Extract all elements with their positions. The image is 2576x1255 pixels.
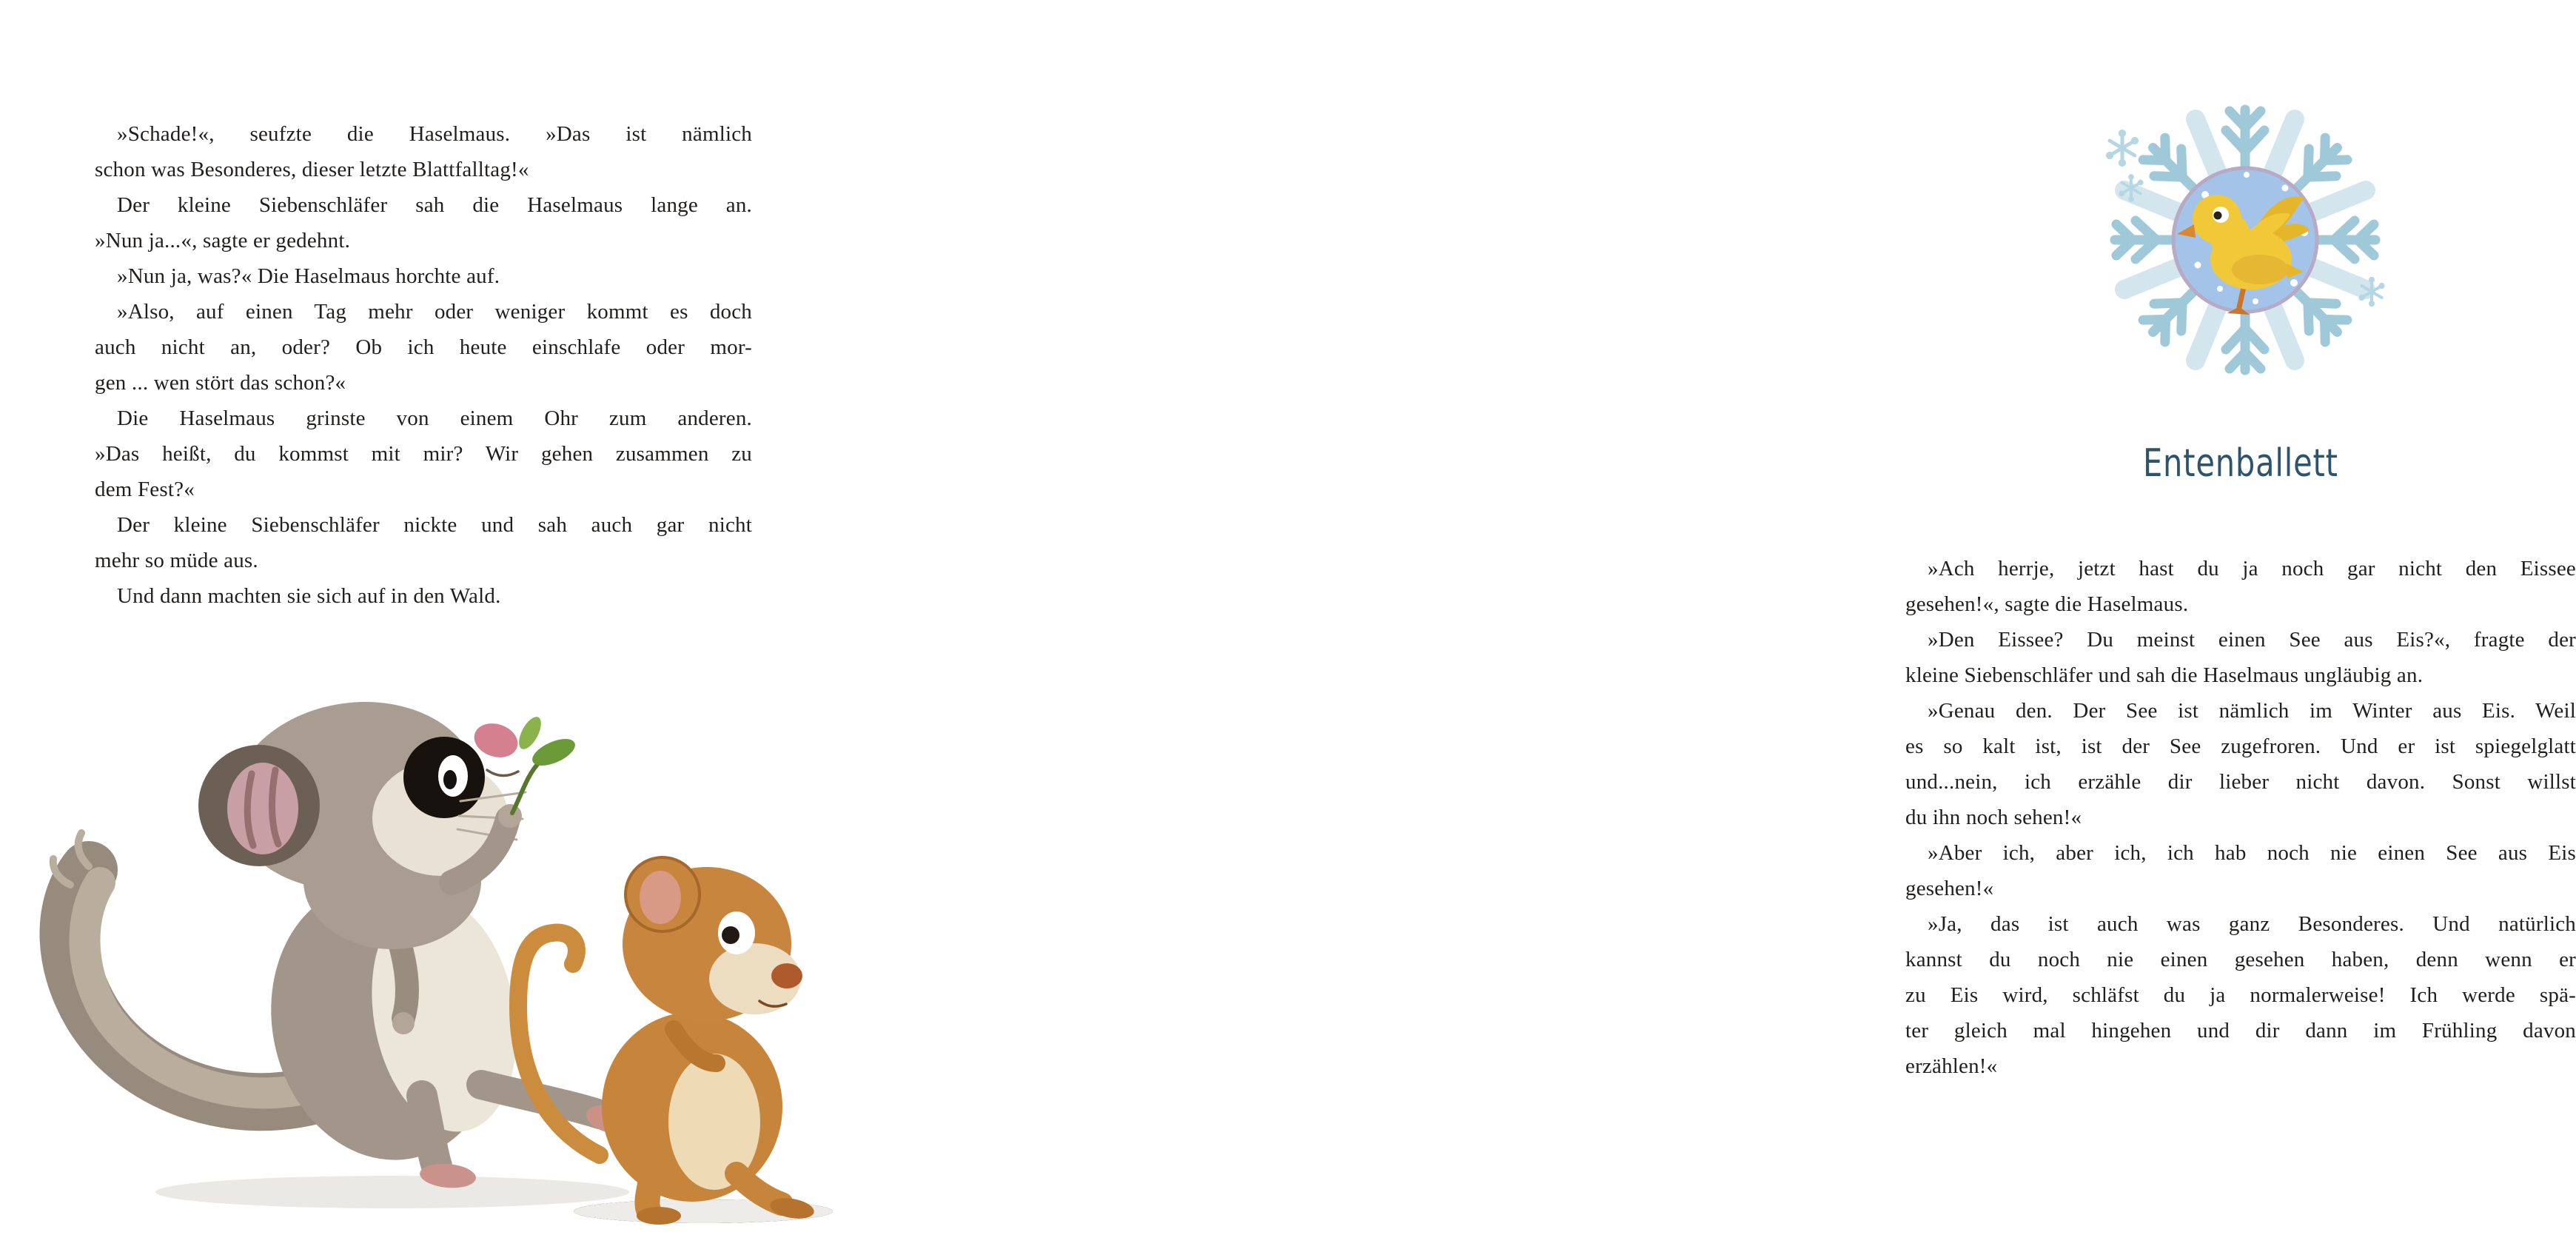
text-line: »Genau den. Der See ist nämlich im Winter aus Eis. Weil bbox=[1928, 699, 2576, 723]
hazelmouse-figure bbox=[518, 857, 816, 1225]
text-line: ter gleich mal hingehen und dir dann im Frühling davon bbox=[1905, 1019, 2576, 1043]
paragraph bbox=[1905, 622, 2576, 693]
mini-snowflake-icon bbox=[2107, 131, 2136, 164]
text-line: gen ... wen stört das schon?« bbox=[95, 371, 346, 395]
mice-illustration bbox=[7, 681, 836, 1233]
text-line: Der kleine Siebenschläfer sah die Haselmaus lange an. bbox=[117, 193, 752, 217]
text-line: erzählen!« bbox=[1905, 1054, 1998, 1078]
paragraph bbox=[1905, 906, 2576, 1084]
text-line: Der kleine Siebenschläfer nickte und sah auch gar nicht bbox=[117, 513, 752, 537]
text-line: »Nun ja, was?« Die Haselmaus horchte auf. bbox=[117, 264, 500, 288]
text-line: »Also, auf einen Tag mehr oder weniger kommt es doch bbox=[117, 300, 752, 324]
text-line: »Schade!«, seufzte die Haselmaus. »Das ist nämlich bbox=[117, 122, 752, 146]
hazelmouse-foot bbox=[637, 1207, 681, 1225]
leaf-sprig bbox=[512, 714, 579, 813]
text-line: kannst du noch nie einen gesehen haben, denn wenn er bbox=[1905, 948, 2576, 971]
text-line: es so kalt ist, ist der See zugefroren. Und er ist spiegelglatt bbox=[1905, 734, 2576, 758]
text-line: kleine Siebenschläfer und sah die Haselmaus ungläubig an. bbox=[1905, 663, 2424, 687]
text-line: »Ach herrje, jetzt hast du ja noch gar nicht den Eissee bbox=[1928, 557, 2576, 580]
paragraph bbox=[1905, 693, 2576, 835]
text-line: »Ja, das ist auch was ganz Besonderes. Und natürlich bbox=[1928, 912, 2576, 936]
text-line: dem Fest?« bbox=[95, 478, 195, 501]
left-text-block bbox=[95, 116, 752, 614]
text-line: »Nun ja...«, sagte er gedehnt. bbox=[95, 229, 351, 252]
snowflake-vignette bbox=[2071, 43, 2421, 391]
paragraph bbox=[95, 294, 752, 401]
right-page bbox=[888, 0, 2576, 1255]
text-line: mehr so müde aus. bbox=[95, 549, 258, 572]
text-line: Die Haselmaus grinste von einem Ohr zum anderen. bbox=[117, 406, 752, 430]
hazelmouse-nose bbox=[771, 963, 802, 988]
chapter-title bbox=[1905, 441, 2576, 501]
text-line: »Den Eissee? Du meinst einen See aus Eis?«, fragte der bbox=[1928, 628, 2576, 652]
text-line: schon was Besonderes, dieser letzte Blattfalltag!« bbox=[95, 158, 529, 181]
text-line: »Das heißt, du kommst mit mir? Wir gehen zusammen zu bbox=[95, 442, 752, 466]
paragraph bbox=[95, 116, 752, 187]
text-line: »Aber ich, aber ich, ich hab noch nie einen See aus Eis bbox=[1928, 841, 2576, 865]
ground-shadow bbox=[155, 1176, 629, 1208]
paragraph bbox=[95, 401, 752, 507]
text-line: und...nein, ich erzähle dir lieber nicht davon. Sonst willst bbox=[1905, 770, 2576, 794]
text-line: zu Eis wird, schläfst du ja normalerweise! Ich werde spä- bbox=[1905, 983, 2576, 1007]
left-page bbox=[0, 0, 888, 1255]
chapter-title-text: Entenballett bbox=[2143, 441, 2338, 486]
right-text-block bbox=[1905, 551, 2576, 1084]
text-line: du ihn noch sehen!« bbox=[1905, 806, 2082, 829]
paragraph bbox=[1905, 551, 2576, 622]
text-line: gesehen!« bbox=[1905, 877, 1994, 900]
paragraph bbox=[95, 507, 752, 578]
paragraph bbox=[95, 258, 752, 294]
text-line: Und dann machten sie sich auf in den Wald. bbox=[117, 584, 501, 608]
text-line: gesehen!«, sagte die Haselmaus. bbox=[1905, 592, 2189, 616]
paragraph bbox=[95, 187, 752, 258]
chapter-medallion bbox=[2173, 168, 2317, 315]
paragraph bbox=[1905, 835, 2576, 906]
paragraph bbox=[95, 578, 752, 614]
text-line: auch nicht an, oder? Ob ich heute einschlafe oder mor- bbox=[95, 335, 752, 359]
